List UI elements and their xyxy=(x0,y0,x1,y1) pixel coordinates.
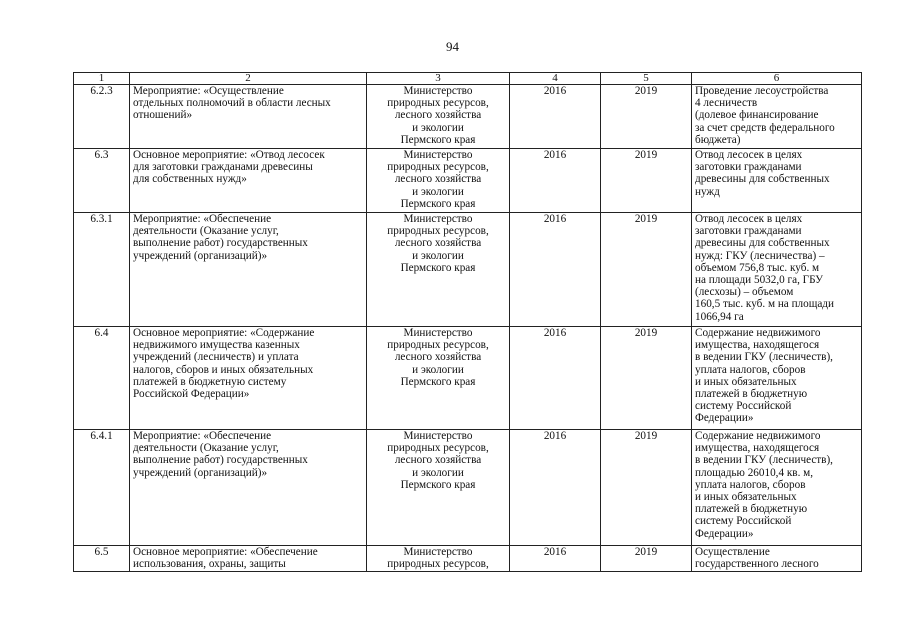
column-number: 1 xyxy=(74,73,130,85)
item-start-year: 2016 xyxy=(510,85,601,149)
column-number: 5 xyxy=(601,73,692,85)
table-row xyxy=(74,327,862,430)
item-number: 6.2.3 xyxy=(74,85,130,149)
table-row xyxy=(74,430,862,546)
item-result: Содержание недвижимого имущества, находящегося в ведении ГКУ (лесничеств), уплата налогов, сборов и иных обязательных платежей в бюджетную систему Российской Федерации» xyxy=(692,327,862,430)
item-start-year: 2016 xyxy=(510,213,601,327)
item-result: Осуществление государственного лесного xyxy=(692,546,862,572)
column-number: 3 xyxy=(367,73,510,85)
item-start-year: 2016 xyxy=(510,430,601,546)
item-number: 6.4.1 xyxy=(74,430,130,546)
item-start-year: 2016 xyxy=(510,546,601,572)
item-end-year: 2019 xyxy=(601,327,692,430)
item-name: Основное мероприятие: «Обеспечение использования, охраны, защиты xyxy=(130,546,367,572)
item-result: Содержание недвижимого имущества, находящегося в ведении ГКУ (лесничеств), площадью 26010,4 кв. м, уплата налогов, сборов и иных обязательных платежей в бюджетную систему Российской Федерации» xyxy=(692,430,862,546)
item-end-year: 2019 xyxy=(601,149,692,213)
item-start-year: 2016 xyxy=(510,149,601,213)
item-number: 6.4 xyxy=(74,327,130,430)
item-result: Проведение лесоустройства 4 лесничеств (долевое финансирование за счет средств федерального бюджета) xyxy=(692,85,862,149)
item-end-year: 2019 xyxy=(601,430,692,546)
item-number: 6.3 xyxy=(74,149,130,213)
column-number: 4 xyxy=(510,73,601,85)
page-number: 94 xyxy=(446,39,459,54)
item-name: Мероприятие: «Осуществление отдельных полномочий в области лесных отношений» xyxy=(130,85,367,149)
item-name: Мероприятие: «Обеспечение деятельности (Оказание услуг, выполнение работ) государственных учреждений (организаций)» xyxy=(130,213,367,327)
item-result: Отвод лесосек в целях заготовки гражданами древесины для собственных нужд xyxy=(692,149,862,213)
table-row xyxy=(74,85,862,149)
item-executor: Министерство природных ресурсов, лесного хозяйства и экологии Пермского края xyxy=(367,85,510,149)
item-executor: Министерство природных ресурсов, лесного хозяйства и экологии Пермского края xyxy=(367,327,510,430)
item-number: 6.5 xyxy=(74,546,130,572)
table-row xyxy=(74,149,862,213)
item-name: Основное мероприятие: «Отвод лесосек для заготовки гражданами древесины для собственных нужд» xyxy=(130,149,367,213)
item-name: Мероприятие: «Обеспечение деятельности (Оказание услуг, выполнение работ) государственных учреждений (организаций)» xyxy=(130,430,367,546)
column-number-row xyxy=(74,73,862,85)
table-row xyxy=(74,213,862,327)
item-executor: Министерство природных ресурсов, лесного хозяйства и экологии Пермского края xyxy=(367,213,510,327)
item-executor: Министерство природных ресурсов, лесного хозяйства и экологии Пермского края xyxy=(367,430,510,546)
item-result: Отвод лесосек в целях заготовки гражданами древесины для собственных нужд: ГКУ (лесничества) – объемом 756,8 тыс. куб. м на площади 5032,0 га, ГБУ (лесхозы) – объемом 160,5 тыс. куб. м на площади 1066,94 га xyxy=(692,213,862,327)
column-number: 6 xyxy=(692,73,862,85)
program-table xyxy=(73,72,862,572)
item-end-year: 2019 xyxy=(601,213,692,327)
item-number: 6.3.1 xyxy=(74,213,130,327)
column-number: 2 xyxy=(130,73,367,85)
item-end-year: 2019 xyxy=(601,546,692,572)
item-start-year: 2016 xyxy=(510,327,601,430)
table-row xyxy=(74,546,862,572)
item-executor: Министерство природных ресурсов, xyxy=(367,546,510,572)
item-name: Основное мероприятие: «Содержание недвижимого имущества казенных учреждений (лесничеств) и уплата налогов, сборов и иных обязательных платежей в бюджетную систему Российской Федерации» xyxy=(130,327,367,430)
item-end-year: 2019 xyxy=(601,85,692,149)
item-executor: Министерство природных ресурсов, лесного хозяйства и экологии Пермского края xyxy=(367,149,510,213)
